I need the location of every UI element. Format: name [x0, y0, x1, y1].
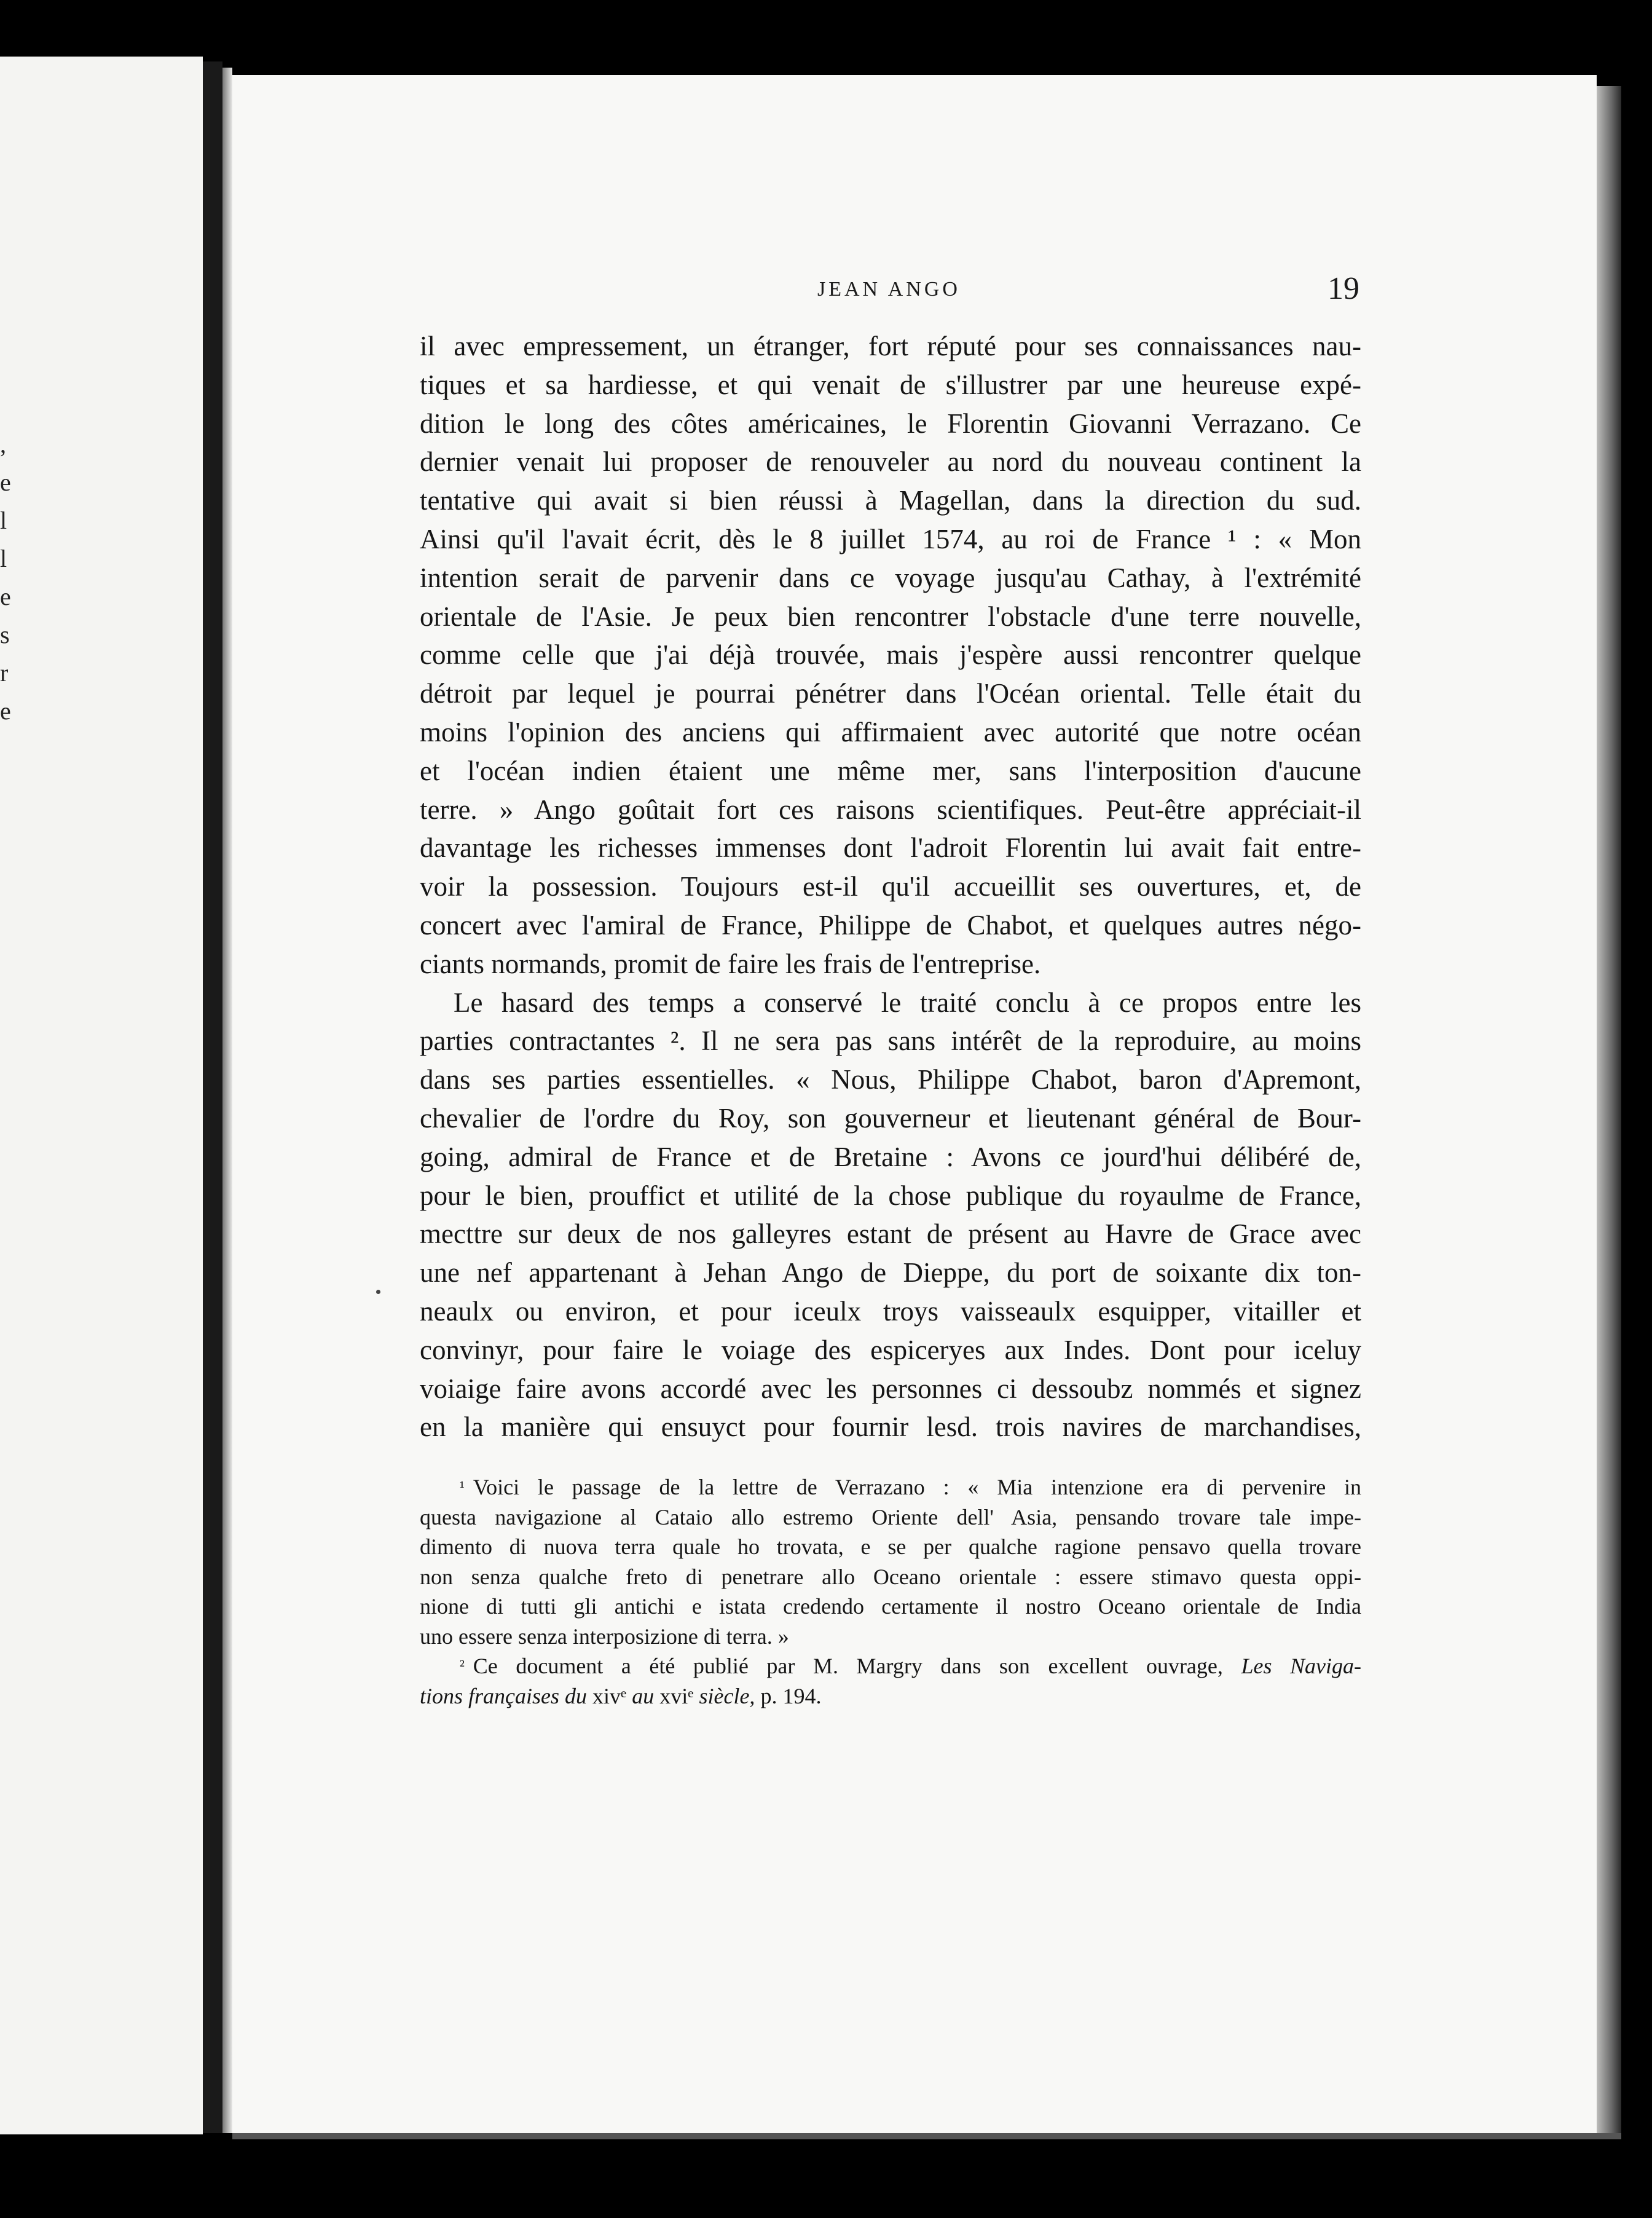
footnote-1	[420, 1472, 1361, 1651]
gutter-shadow	[222, 68, 232, 2133]
footnote-2-century-start: xivᵉ	[587, 1683, 632, 1708]
body-line: Le hasard des temps a conservé le traité conclu à ce propos entre les	[454, 987, 1361, 1018]
margin-mark: r	[0, 659, 9, 687]
body-line: intention serait de parvenir dans ce voyage jusqu'au Cathay, à l'extrémité	[420, 562, 1361, 593]
body-line: en la manière qui ensuyct pour fournir lesd. trois navires de marchandises,	[420, 1411, 1361, 1443]
running-head: JEAN ANGO	[817, 278, 961, 301]
footnote-1-line: dimento di nuova terra quale ho trovata, e se per qualche ragione pensavo quella trovare	[420, 1534, 1361, 1559]
footnote-1-line: questa navigazione al Cataio allo estremo Oriente dell' Asia, pensando trovare tale impe-	[420, 1504, 1361, 1529]
footnotes	[420, 1472, 1361, 1711]
ink-speck	[376, 1290, 380, 1294]
body-line: convinyr, pour faire le voiage des espiceryes aux Indes. Dont pour iceluy	[420, 1334, 1361, 1365]
body-line: voiaige faire avons accordé avec les personnes ci dessoubz nommés et signez	[420, 1373, 1361, 1404]
body-line: voir la possession. Toujours est-il qu'il accueillit ses ouvertures, et, de	[420, 871, 1361, 902]
body-line: tiques et sa hardiesse, et qui venait de s'illustrer par une heureuse expé-	[420, 369, 1361, 400]
body-line: une nef appartenant à Jehan Ango de Dieppe, du port de soixante dix ton-	[420, 1257, 1361, 1289]
footnote-2-century-end: xviᵉ	[654, 1683, 699, 1708]
margin-mark: e	[0, 697, 11, 725]
body-line: mecttre sur deux de nos galleyres estant de présent au Havre de Grace avec	[420, 1218, 1361, 1250]
body-line: parties contractantes ². Il ne sera pas sans intérêt de la reproduire, au moins	[420, 1025, 1361, 1057]
footnote-2-text: Ce document a été publié par M. Margry dans son excellent ouvrage,	[473, 1654, 1241, 1678]
body-line: davantage les richesses immenses dont l'adroit Florentin lui avait fait entre-	[420, 832, 1361, 864]
footnote-1-line: non senza qualche freto di penetrare allo Oceano orientale : essere stimavo questa oppi-	[420, 1564, 1361, 1589]
body-line: orientale de l'Asie. Je peux bien rencontrer l'obstacle d'une terre nouvelle,	[420, 601, 1361, 632]
body-line: pour le bien, prouffict et utilité de la chose publique du royaulme de France,	[420, 1180, 1361, 1211]
footnote-1-marker: ¹	[460, 1478, 465, 1496]
body-line: tentative qui avait si bien réussi à Magellan, dans la direction du sud.	[420, 485, 1361, 516]
binding-gutter	[203, 61, 222, 2133]
footnote-2-siecle: siècle,	[699, 1683, 755, 1708]
body-line: dans ses parties essentielles. « Nous, Philippe Chabot, baron d'Apremont,	[420, 1064, 1361, 1095]
body-line: comme celle que j'ai déjà trouvée, mais j'espère aussi rencontrer quelque	[420, 639, 1361, 671]
body-line: il avec empressement, un étranger, fort réputé pour ses connaissances nau-	[420, 331, 1361, 361]
body-text	[420, 327, 1361, 1446]
previous-page-fragment	[0, 57, 203, 2134]
footnote-2-line-1	[420, 1651, 1361, 1681]
footnote-1-line: uno essere senza interposizione di terra. »	[420, 1624, 789, 1649]
margin-mark: ,	[0, 430, 6, 458]
body-line: ciants normands, promit de faire les frais de l'entreprise.	[420, 948, 1041, 979]
footnote-1-text: Voici le passage de la lettre de Verrazano : « Mia intenzione era di pervenire in	[473, 1475, 1361, 1499]
footnote-2-page-ref: p. 194.	[755, 1683, 822, 1708]
footnote-2	[420, 1651, 1361, 1711]
footnote-2-title-cont: tions françaises du	[420, 1683, 588, 1708]
body-line: dition le long des côtes américaines, le Florentin Giovanni Verrazano. Ce	[420, 408, 1361, 439]
footnote-1-line: nione di tutti gli antichi e istata credendo certamente il nostro Oceano orientale de India	[420, 1594, 1361, 1619]
margin-mark: e	[0, 468, 11, 496]
margin-mark: e	[0, 583, 11, 610]
body-line: Ainsi qu'il l'avait écrit, dès le 8 juillet 1574, au roi de France ¹ : « Mon	[420, 523, 1361, 554]
footnote-2-title: Les Naviga-	[1241, 1654, 1361, 1678]
body-line: moins l'opinion des anciens qui affirmaient avec autorité que notre océan	[420, 716, 1361, 748]
body-line: chevalier de l'ordre du Roy, son gouverneur et lieutenant général de Bour-	[420, 1102, 1361, 1134]
body-line: détroit par lequel je pourrai pénétrer dans l'Océan oriental. Telle était du	[420, 678, 1361, 709]
previous-page-line-endings	[0, 425, 12, 856]
footnote-2-au: au	[632, 1683, 655, 1708]
footnote-2-marker: ²	[460, 1657, 465, 1675]
margin-mark: l	[0, 507, 7, 534]
body-line: concert avec l'amiral de France, Philippe de Chabot, et quelques autres négo-	[420, 909, 1361, 941]
page-number: 19	[1328, 271, 1359, 306]
margin-mark: l	[0, 545, 7, 572]
margin-mark: s	[0, 621, 10, 649]
body-line: dernier venait lui proposer de renouveler au nord du nouveau continent la	[420, 446, 1361, 478]
footnote-1-line	[420, 1472, 1361, 1502]
footnote-2-line-2	[420, 1681, 1361, 1711]
page-edge-shadow	[1597, 86, 1621, 2139]
body-line: neaulx ou environ, et pour iceulx troys vaisseaulx esquipper, vitailler et	[420, 1295, 1361, 1327]
body-line: going, admiral de France et de Bretaine : Avons ce jourd'hui délibéré de,	[420, 1141, 1361, 1172]
page-bottom-edge	[232, 2133, 1621, 2139]
body-line: terre. » Ango goûtait fort ces raisons scientifiques. Peut-être appréciait-il	[420, 794, 1361, 825]
body-line: et l'océan indien étaient une même mer, sans l'interposition d'aucune	[420, 755, 1361, 786]
